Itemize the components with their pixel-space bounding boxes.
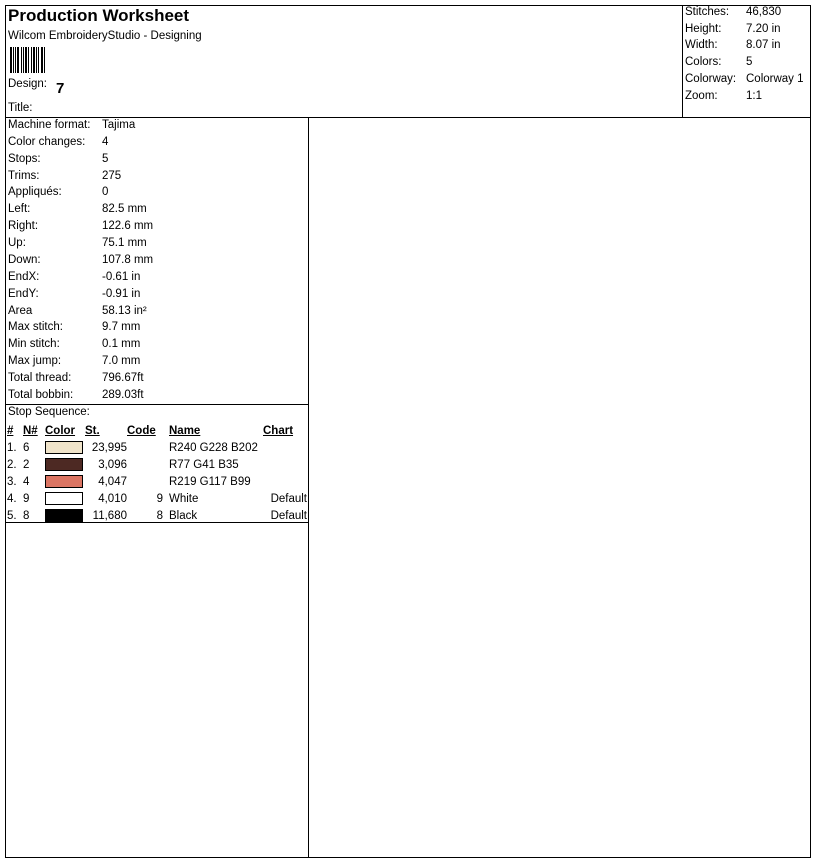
stat-value-colors: 5: [746, 56, 753, 68]
barcode-icon: [10, 47, 50, 73]
cell-num: 5.: [7, 509, 17, 522]
design-label: Design:: [8, 78, 47, 90]
col-header-color: Color: [45, 425, 76, 437]
cell-color: [45, 473, 85, 490]
design-number: 7: [56, 80, 65, 97]
stat-value-height: 7.20 in: [746, 23, 781, 35]
cell-needle: 4: [23, 475, 30, 488]
detail-label: EndX:: [8, 271, 40, 283]
col-header-needle: N#: [23, 425, 38, 437]
detail-value: 0: [102, 186, 109, 198]
cell-name: R219 G117 B99: [169, 475, 251, 488]
cell-needle: 6: [23, 441, 30, 454]
stat-value-colorway: Colorway 1: [746, 73, 804, 85]
cell-code: 8: [156, 509, 163, 522]
color-swatch: [45, 441, 83, 454]
detail-label: EndY:: [8, 288, 39, 300]
cell-num: 1.: [7, 441, 17, 454]
cell-name: R240 G228 B202: [169, 441, 258, 454]
cell-code: [127, 473, 163, 490]
cell-name: White: [169, 492, 199, 505]
table-row: [7, 507, 307, 524]
detail-value: 7.0 mm: [102, 355, 141, 367]
color-swatch: [45, 492, 83, 505]
cell-code: [127, 439, 163, 456]
cell-needle: 2: [23, 458, 30, 471]
col-header-stitches: St.: [85, 425, 100, 437]
detail-value: 289.03ft: [102, 389, 144, 401]
detail-label: Trims:: [8, 170, 40, 182]
detail-value: 58.13 in²: [102, 305, 147, 317]
software-subtitle: Wilcom EmbroideryStudio - Designing: [8, 30, 202, 42]
detail-label: Up:: [8, 237, 26, 249]
detail-value: -0.91 in: [102, 288, 141, 300]
cell-color: [45, 490, 85, 507]
cell-stitches: 11,680: [92, 509, 127, 522]
stat-value-stitches: 46,830: [746, 6, 782, 18]
detail-label: Max stitch:: [8, 321, 63, 333]
stop-sequence-title: Stop Sequence:: [8, 406, 90, 418]
cell-name: R77 G41 B35: [169, 458, 239, 471]
cell-stitches: 4,047: [98, 475, 127, 488]
cell-num: 2.: [7, 458, 17, 471]
stop-sequence-table: [7, 423, 307, 524]
cell-chart: Default: [270, 509, 307, 522]
detail-label: Total thread:: [8, 372, 72, 384]
design-preview-panel: [308, 117, 811, 858]
table-row: [7, 439, 307, 456]
stat-label-stitches: Stitches:: [685, 6, 730, 18]
color-swatch: [45, 509, 83, 522]
detail-label: Machine format:: [8, 119, 91, 131]
detail-value: -0.61 in: [102, 271, 141, 283]
page-title: Production Worksheet: [8, 6, 190, 25]
cell-chart: Default: [270, 492, 307, 505]
detail-value: 9.7 mm: [102, 321, 141, 333]
cell-name: Black: [169, 509, 198, 522]
cell-stitches: 3,096: [98, 458, 127, 471]
cell-num: 3.: [7, 475, 17, 488]
detail-label: Max jump:: [8, 355, 62, 367]
detail-label: Stops:: [8, 153, 41, 165]
cell-chart: [263, 473, 307, 490]
detail-value: 82.5 mm: [102, 203, 147, 215]
cell-color: [45, 439, 85, 456]
detail-value: 122.6 mm: [102, 220, 154, 232]
cell-needle: 8: [23, 509, 30, 522]
stat-label-width: Width:: [685, 39, 718, 51]
detail-value: 75.1 mm: [102, 237, 147, 249]
detail-label: Appliqués:: [8, 186, 62, 198]
stat-value-width: 8.07 in: [746, 39, 781, 51]
cell-color: [45, 456, 85, 473]
cell-code: [127, 456, 163, 473]
detail-label: Left:: [8, 203, 31, 215]
cell-stitches: 4,010: [98, 492, 127, 505]
detail-label: Min stitch:: [8, 338, 60, 350]
stat-label-colors: Colors:: [685, 56, 722, 68]
cell-stitches: 23,995: [91, 441, 127, 454]
table-header-row: [7, 423, 307, 439]
table-row: [7, 456, 307, 473]
stat-label-zoom: Zoom:: [685, 90, 718, 102]
stat-value-zoom: 1:1: [746, 90, 762, 102]
col-header-chart: Chart: [263, 425, 294, 437]
notes-panel: [5, 522, 309, 858]
cell-chart: [263, 456, 307, 473]
detail-label: Down:: [8, 254, 41, 266]
detail-value: 0.1 mm: [102, 338, 141, 350]
cell-num: 4.: [7, 492, 17, 505]
stat-label-height: Height:: [685, 23, 722, 35]
detail-value: 4: [102, 136, 109, 148]
stat-label-colorway: Colorway:: [685, 73, 737, 85]
detail-label: Right:: [8, 220, 39, 232]
detail-value: Tajima: [102, 119, 136, 131]
cell-color: [45, 507, 85, 524]
detail-label: Total bobbin:: [8, 389, 74, 401]
cell-needle: 9: [23, 492, 30, 505]
table-row: [7, 490, 307, 507]
detail-value: 275: [102, 170, 122, 182]
detail-value: 5: [102, 153, 109, 165]
detail-label: Area: [8, 305, 33, 317]
detail-value: 796.67ft: [102, 372, 144, 384]
col-header-code: Code: [127, 425, 156, 437]
detail-value: 107.8 mm: [102, 254, 154, 266]
col-header-name: Name: [169, 425, 201, 437]
detail-label: Color changes:: [8, 136, 86, 148]
color-swatch: [45, 475, 83, 488]
color-swatch: [45, 458, 83, 471]
table-row: [7, 473, 307, 490]
cell-code: 9: [156, 492, 163, 505]
title-label: Title:: [8, 102, 33, 114]
cell-chart: [263, 439, 307, 456]
col-header-num: #: [7, 425, 14, 437]
